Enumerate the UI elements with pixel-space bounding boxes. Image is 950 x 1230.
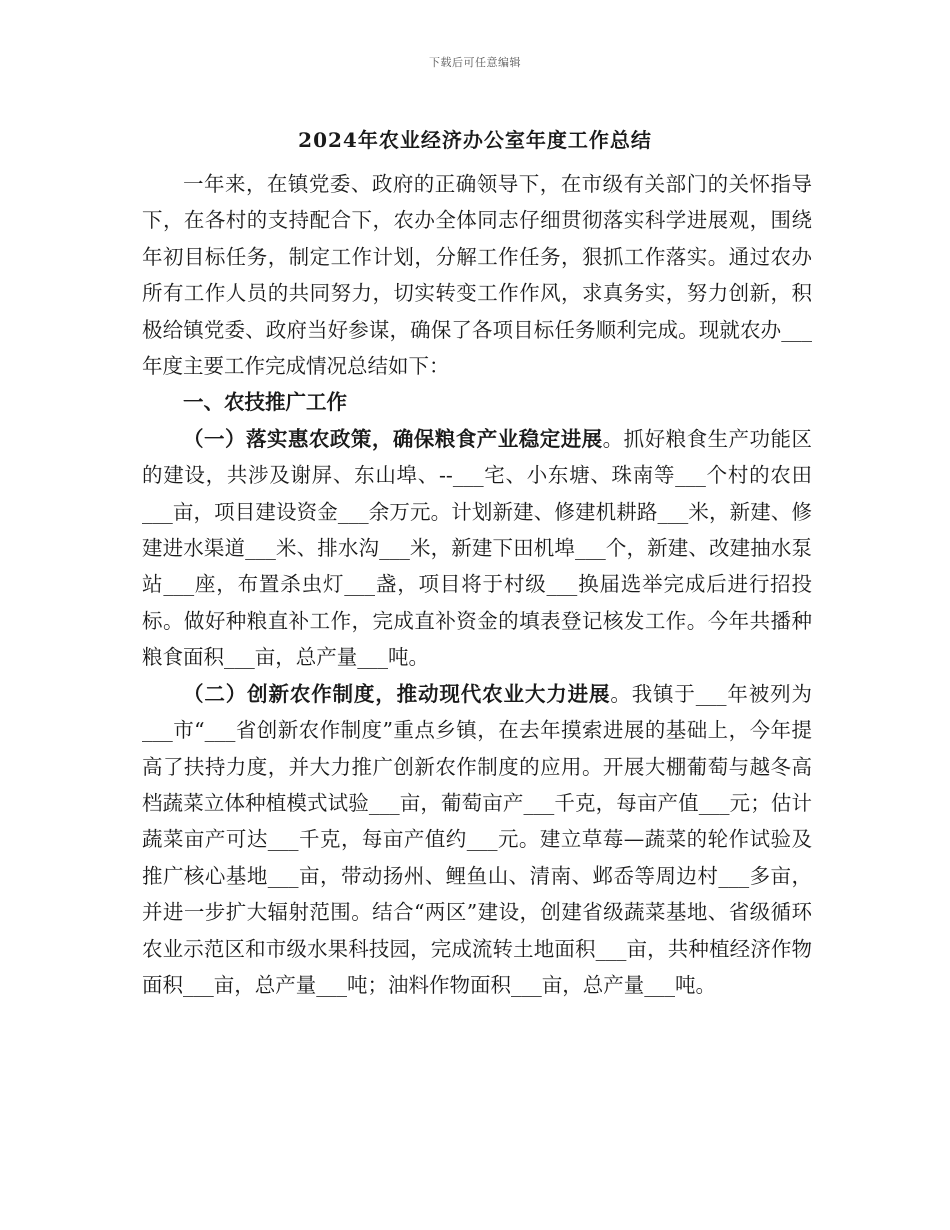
paragraph-2-lead: （二）创新农作制度，推动现代农业大力进展	[183, 681, 611, 706]
document-title: 2024年农业经济办公室年度工作总结	[298, 128, 652, 152]
paragraph-1-text: 。抓好粮食生产功能区的建设，共涉及谢屏、东山埠、--___宅、小东塘、珠南等___个村的农田___亩，项目建设资金___余万元。计划新建、修建机耕路___米，新建、修建进水渠道___米、排水沟___米，新建下田机埠___个，新建、改建抽水泵站___座，布置杀虫灯___盏，项目将于村级___换届选举完成后进行招投标。做好种粮直补工作，完成直补资金的填表登记核发工作。今年共播种粮食面积___亩，总产量___吨。	[142, 426, 813, 670]
paragraph-1	[142, 421, 812, 676]
section-heading: 一、农技推广工作	[183, 390, 347, 415]
header-note: 下载后可任意编辑	[429, 56, 521, 69]
document-body	[142, 166, 812, 1003]
paragraph-1-lead: （一）落实惠农政策，确保粮食产业稳定进展	[183, 426, 603, 451]
paragraph-2	[142, 676, 812, 1004]
paragraph-2-text: 。我镇于___年被列为___市“___省创新农作制度”重点乡镇，在去年摸索进展的基础上，今年提高了扶持力度，并大力推广创新农作制度的应用。开展大棚葡萄与越冬高档蔬菜立体种植模式试验___亩，葡萄亩产___千克，每亩产值___元；估计蔬菜亩产可达___千克，每亩产值约___元。建立草莓—蔬菜的轮作试验及推广核心基地___亩，带动扬州、鲤鱼山、清南、邺岙等周边村___多亩，并进一步扩大辐射范围。结合“两区”建设，创建省级蔬菜基地、省级循环农业示范区和市级水果科技园，完成流转土地面积___亩，共种植经济作物面积___亩，总产量___吨；油料作物面积___亩，总产量___吨。	[142, 681, 813, 997]
intro-paragraph: 一年来，在镇党委、政府的正确领导下，在市级有关部门的关怀指导下，在各村的支持配合下，农办全体同志仔细贯彻落实科学进展观，围绕年初目标任务，制定工作计划，分解工作任务，狠抓工作落实。通过农办所有工作人员的共同努力，切实转变工作作风，求真务实，努力创新，积极给镇党委、政府当好参谋，确保了各项目标任务顺利完成。现就农办___年度主要工作完成情况总结如下：	[142, 172, 812, 379]
